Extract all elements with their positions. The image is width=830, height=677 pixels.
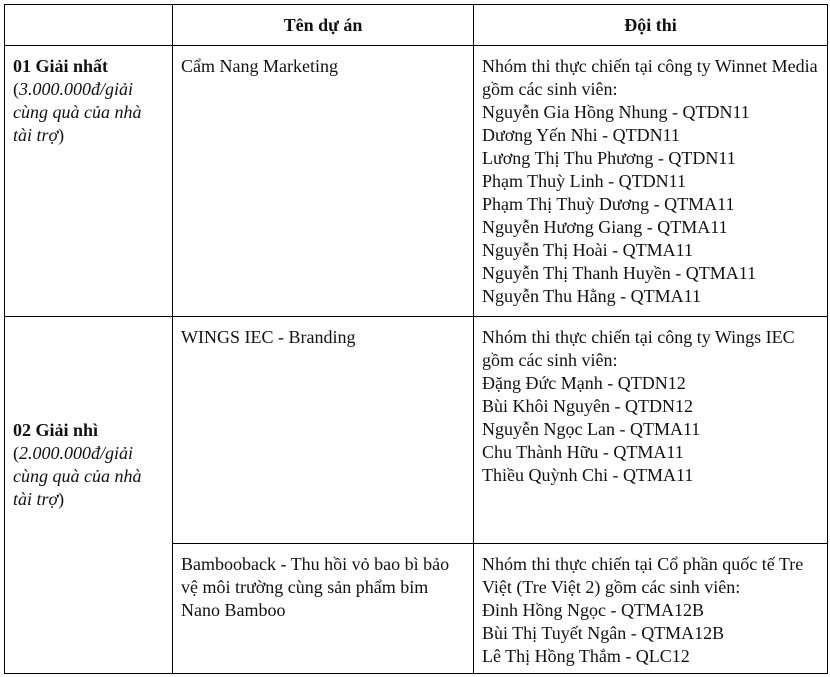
project-name: Bambooback - Thu hồi vỏ bao bì bảo vệ môi trường cùng sản phẩm bỉm Nano Bamboo (181, 554, 450, 620)
table-row (5, 317, 828, 544)
team-cell (474, 46, 828, 317)
team-member: Lương Thị Thu Phương - QTDN11 (482, 148, 736, 168)
team-member: Nguyễn Thị Thanh Huyền - QTMA11 (482, 263, 757, 283)
team-member: Nguyễn Hương Giang - QTMA11 (482, 217, 728, 237)
project-name-cell (173, 317, 474, 544)
prize-title: 02 Giải nhì (13, 419, 99, 440)
team-member: Dương Yến Nhi - QTDN11 (482, 125, 680, 145)
prize-cell-first (5, 46, 173, 317)
team-intro: Nhóm thi thực chiến tại Cổ phần quốc tế Tre Việt (Tre Việt 2) gồm các sinh viên: (482, 554, 804, 597)
prize-note-close: ) (58, 125, 65, 145)
team-member: Phạm Thuỳ Linh - QTDN11 (482, 171, 686, 191)
awards-table (4, 4, 828, 674)
team-member: Đặng Đức Mạnh - QTDN12 (482, 373, 686, 393)
header-prize (5, 5, 173, 46)
prize-cell-second (5, 317, 173, 674)
team-member: Bùi Thị Tuyết Ngân - QTMA12B (482, 623, 725, 643)
team-cell (474, 544, 828, 674)
project-name: WINGS IEC - Branding (181, 327, 356, 347)
team-member: Thiều Quỳnh Chi - QTMA11 (482, 465, 694, 485)
team-intro: Nhóm thi thực chiến tại công ty Winnet Media gồm các sinh viên: (482, 56, 818, 99)
project-name: Cẩm Nang Marketing (181, 56, 338, 76)
team-member: Nguyễn Gia Hồng Nhung - QTDN11 (482, 102, 750, 122)
prize-note: 3.000.000đ/giải cùng quà của nhà tài trợ (13, 79, 142, 145)
team-cell (474, 317, 828, 544)
team-member: Bùi Khôi Nguyên - QTDN12 (482, 396, 693, 416)
team-intro: Nhóm thi thực chiến tại công ty Wings IEC gồm các sinh viên: (482, 327, 795, 370)
team-member: Nguyễn Ngọc Lan - QTMA11 (482, 419, 701, 439)
prize-note-open: ( (13, 79, 19, 99)
prize-note: 2.000.000đ/giải cùng quà của nhà tài trợ (13, 442, 142, 509)
prize-note-close: ) (58, 488, 65, 509)
team-member: Lê Thị Hồng Thắm - QLC12 (482, 646, 690, 666)
header-row (5, 5, 828, 46)
table-row (5, 46, 828, 317)
team-member: Phạm Thị Thuỳ Dương - QTMA11 (482, 194, 735, 214)
header-project: Tên dự án (173, 5, 474, 46)
team-member: Nguyễn Thị Hoài - QTMA11 (482, 240, 693, 260)
team-member: Đinh Hồng Ngọc - QTMA12B (482, 600, 704, 620)
prize-note-open: ( (13, 442, 19, 463)
prize-title: 01 Giải nhất (13, 56, 109, 76)
team-member: Chu Thành Hữu - QTMA11 (482, 442, 684, 462)
team-member: Nguyễn Thu Hằng - QTMA11 (482, 286, 701, 306)
project-name-cell (173, 46, 474, 317)
project-name-cell (173, 544, 474, 674)
header-team: Đội thi (474, 5, 828, 46)
